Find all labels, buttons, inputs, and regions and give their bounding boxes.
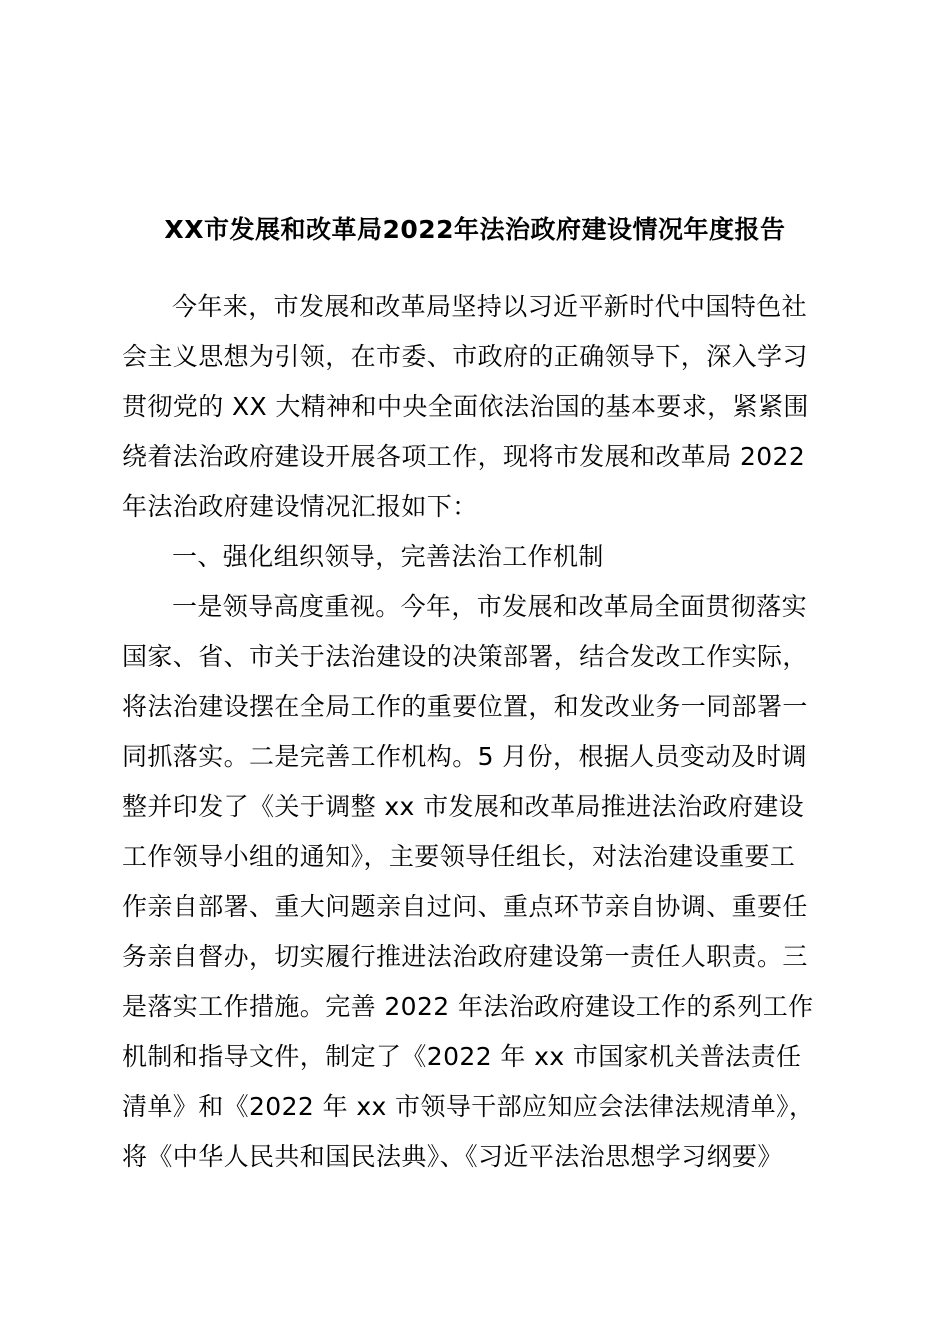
paragraph-line: 年法治政府建设情况汇报如下： [122,492,478,521]
paragraph-line: 一是领导高度重视。今年，市发展和改革局全面贯彻落实 [172,592,808,621]
paragraph-line: 将法治建设摆在全局工作的重要位置，和发改业务一同部署一 [122,692,808,721]
paragraph-line: 是落实工作措施。完善 2022 年法治政府建设工作的系列工作 [122,992,814,1021]
paragraph-line: 将《中华人民共和国民法典》、《习近平法治思想学习纲要》 [122,1142,783,1171]
paragraph-line: 绕着法治政府建设开展各项工作，现将市发展和改革局 2022 [122,442,806,471]
paragraph-line: 清单》和《2022 年 xx 市领导干部应知应会法律法规清单》， [122,1092,815,1121]
paragraph-line: 一、强化组织领导，完善法治工作机制 [172,542,604,571]
document-title: XX市发展和改革局2022年法治政府建设情况年度报告 [164,215,786,244]
paragraph-line: 工作领导小组的通知》，主要领导任组长，对法治建设重要工 [122,842,796,871]
paragraph-line: 今年来，市发展和改革局坚持以习近平新时代中国特色社 [172,292,808,321]
paragraph-line: 整并印发了《关于调整 xx 市发展和改革局推进法治政府建设 [122,792,805,821]
paragraph-line: 务亲自督办，切实履行推进法治政府建设第一责任人职责。三 [122,942,808,971]
paragraph-line: 贯彻党的 XX 大精神和中央全面依法治国的基本要求，紧紧围 [122,392,809,421]
paragraph-line: 会主义思想为引领，在市委、市政府的正确领导下，深入学习 [122,342,808,371]
paragraph-line: 作亲自部署、重大问题亲自过问、重点环节亲自协调、重要任 [122,892,808,921]
paragraph-line: 机制和指导文件，制定了《2022 年 xx 市国家机关普法责任 [122,1042,802,1071]
paragraph-line: 国家、省、市关于法治建设的决策部署，结合发改工作实际， [122,642,808,671]
document-body [122,282,842,1182]
paragraph-line: 同抓落实。二是完善工作机构。5 月份，根据人员变动及时调 [122,742,808,771]
